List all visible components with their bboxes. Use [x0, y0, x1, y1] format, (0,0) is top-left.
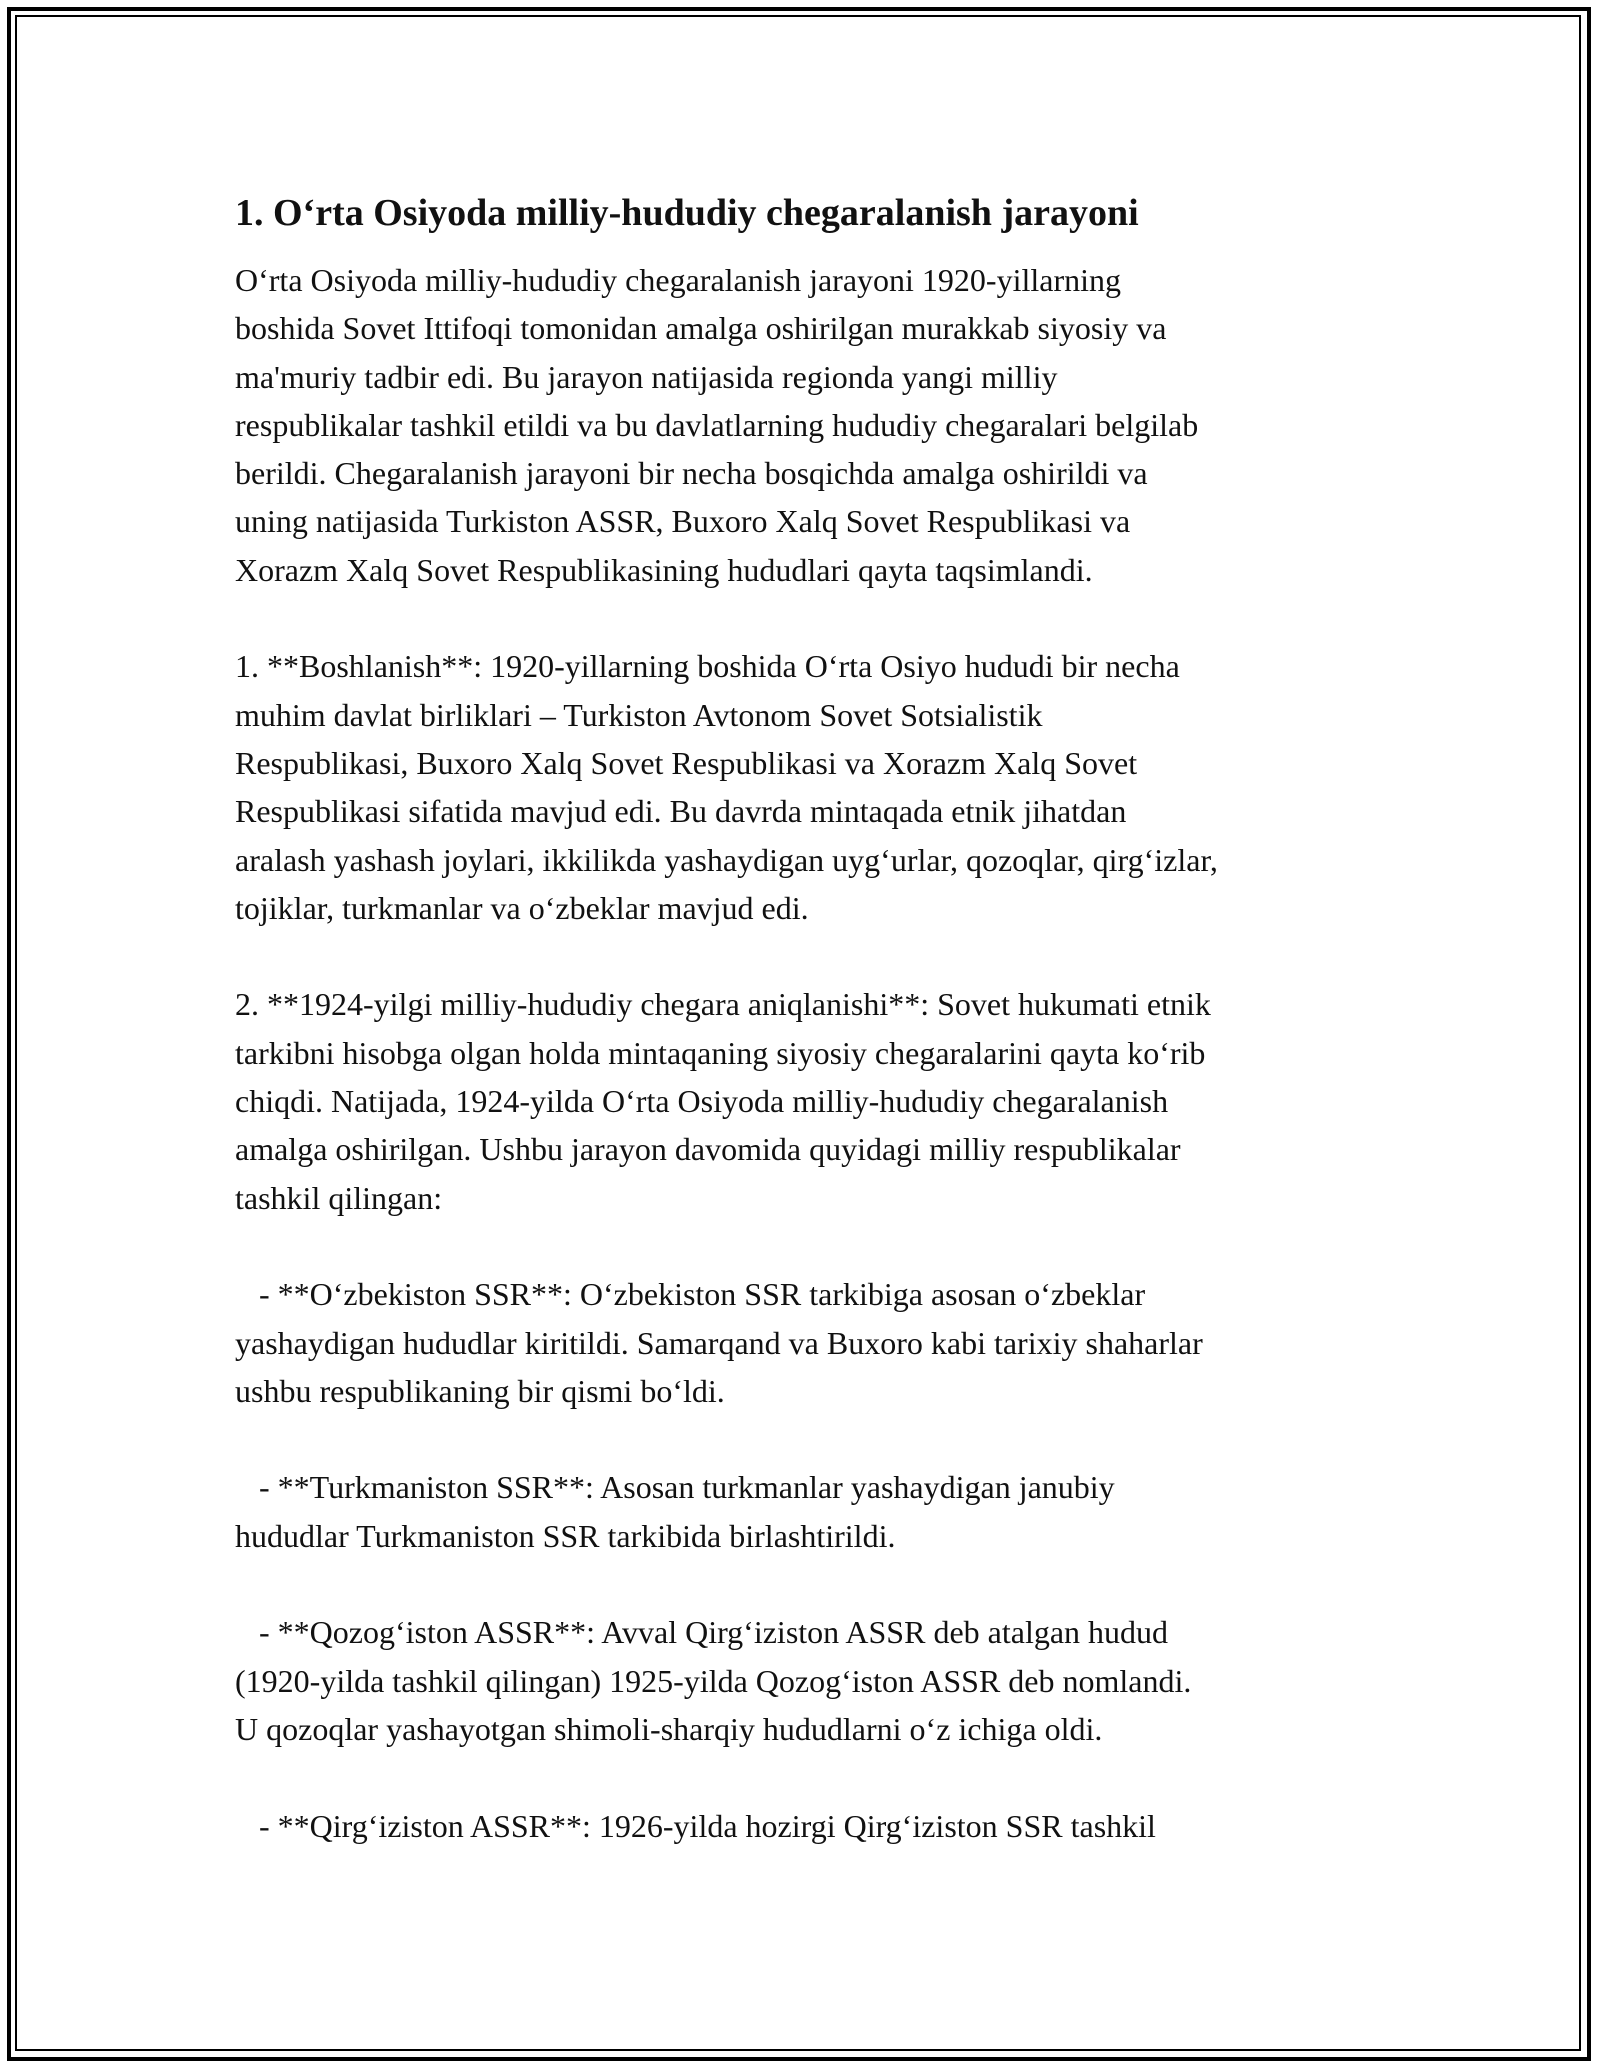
paragraph-gap [235, 1560, 1375, 1608]
intro-paragraph: O‘rta Osiyoda milliy-hududiy chegaralanish jarayoni 1920-yillarning boshida Sovet Ittifoqi tomonidan amalga oshirilgan murakkab siyosiy va ma'muriy tadbir edi. Bu jarayon natijasida regionda yangi milliy respublikalar tashkil etildi va bu davlatlarning hududiy chegaralari belgilab berildi. Chegaralanish jarayoni bir necha bosqichda amalga oshirildi va uning natijasida Turkiston ASSR, Buxoro Xalq Sovet Respublikasi va Xorazm Xalq Sovet Respublikasining hududlari qayta taqsimlandi. [235, 262, 1199, 588]
paragraph-gap [235, 932, 1375, 980]
list-item-1924-border: 2. **1924-yilgi milliy-hududiy chegara aniqlanishi**: Sovet hukumati etnik tarkibni hisobga olgan holda mintaqaning siyosiy chegaralarini qayta ko‘rib chiqdi. Natijada, 1924-yilda O‘rta Osiyoda milliy-hududiy chegaralanish amalga oshirilgan. Ushbu jarayon davomida quyidagi milliy respublikalar tashkil qilingan: [235, 986, 1211, 1216]
document-title: 1. O‘rta Osiyoda milliy-hududiy chegaralanish jarayoni [235, 192, 1139, 234]
list-item-boshlanish: 1. **Boshlanish**: 1920-yillarning boshida O‘rta Osiyo hududi bir necha muhim davlat birliklari – Turkiston Avtonom Sovet Sotsialistik Respublikasi, Buxoro Xalq Sovet Respublikasi va Xorazm Xalq Sovet Respublikasi sifatida mavjud edi. Bu davrda mintaqada etnik jihatdan aralash yashash joylari, ikkilikda yashaydigan uyg‘urlar, qozoqlar, qirg‘izlar, tojiklar, turkmanlar va o‘zbeklar mavjud edi. [235, 648, 1218, 926]
sub-item-kazakhstan: - **Qozog‘iston ASSR**: Avval Qirg‘iziston ASSR deb atalgan hudud (1920-yilda tashkil qilingan) 1925-yilda Qozog‘iston ASSR deb nomlandi. U qozoqlar yashayotgan shimoli-sharqiy hududlarni o‘z ichiga oldi. [235, 1614, 1192, 1747]
paragraph-gap [235, 1415, 1375, 1463]
sub-item-turkmenistan: - **Turkmaniston SSR**: Asosan turkmanlar yashaydigan janubiy hududlar Turkmaniston SSR tarkibida birlashtirildi. [235, 1469, 1115, 1554]
paragraph-gap [235, 1222, 1375, 1270]
paragraph-gap [235, 1753, 1375, 1801]
document-body [235, 180, 1375, 1850]
paragraph-gap [235, 594, 1375, 642]
sub-item-uzbekistan: - **O‘zbekiston SSR**: O‘zbekiston SSR tarkibiga asosan o‘zbeklar yashaydigan hududlar kiritildi. Samarqand va Buxoro kabi tarixiy shaharlar ushbu respublikaning bir qismi bo‘ldi. [235, 1276, 1203, 1409]
sub-item-kyrgyzstan: - **Qirg‘iziston ASSR**: 1926-yilda hozirgi Qirg‘iziston SSR tashkil [235, 1807, 1156, 1844]
